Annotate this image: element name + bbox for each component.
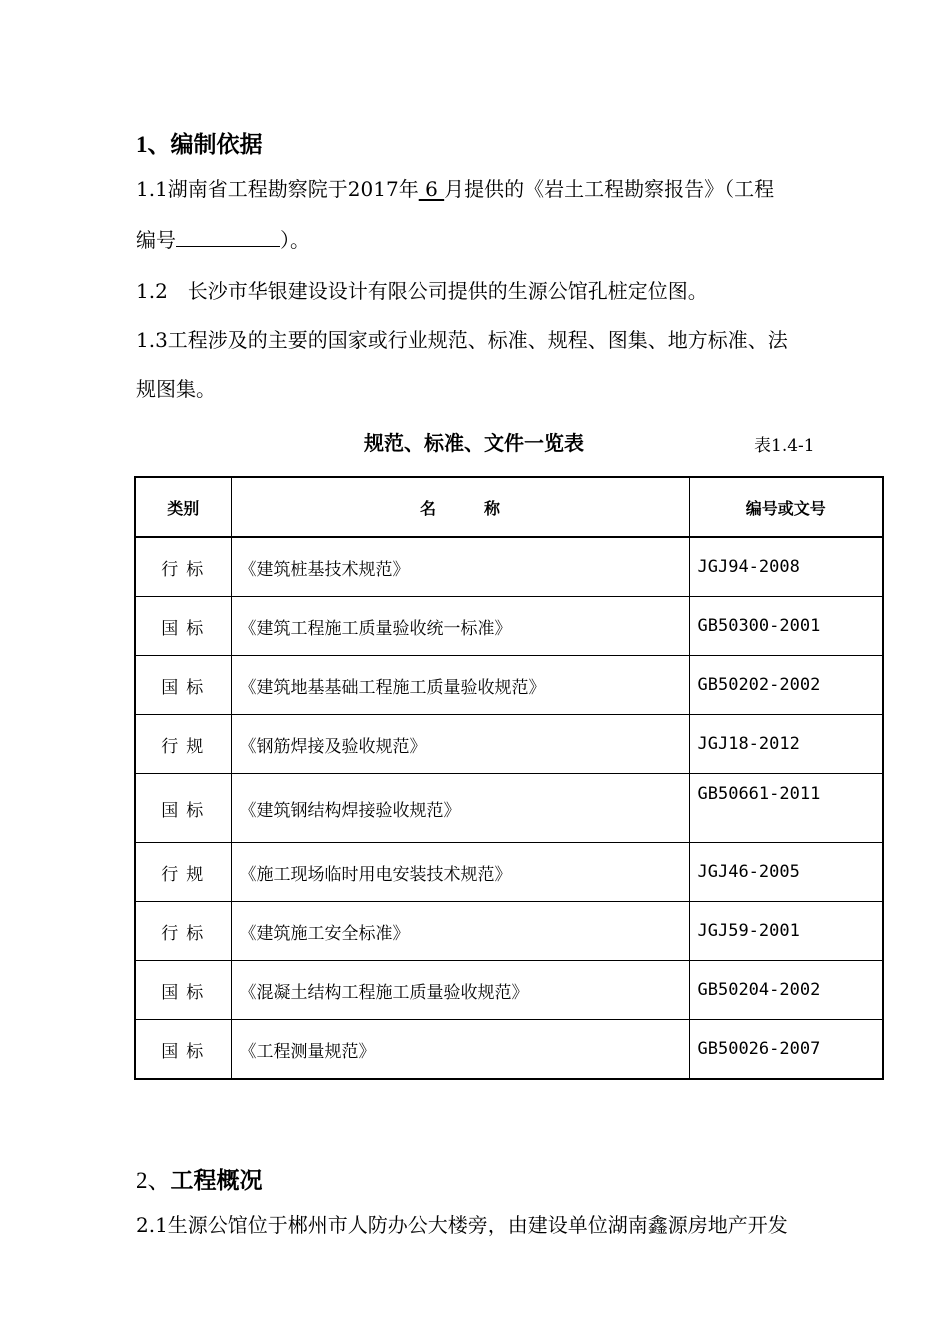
paragraph-1-1-suffix: 月提供的《岩土工程勘察报告》（工程 — [444, 177, 775, 201]
section-2-number: 2、 — [136, 1168, 171, 1193]
project-number-label: 编号 — [136, 228, 176, 252]
section-1-number: 1、 — [136, 132, 171, 157]
row-name: 《建筑工程施工质量验收统一标准》 — [231, 597, 689, 656]
row-category: 行规 — [135, 843, 231, 902]
section-1-title: 编制依据 — [170, 132, 263, 158]
row-name: 《工程测量规范》 — [231, 1020, 689, 1080]
header-code: 编号或文号 — [689, 477, 883, 537]
survey-month: 6 — [418, 177, 445, 201]
table-row — [135, 774, 883, 843]
section-1-heading — [136, 126, 263, 159]
table-row — [135, 843, 883, 902]
paragraph-1-1-prefix: 1.1湖南省工程勘察院于2017年 — [136, 177, 419, 201]
paragraph-1-1-line2 — [136, 228, 310, 252]
row-name: 《建筑钢结构焊接验收规范》 — [231, 774, 689, 843]
section-2-title: 工程概况 — [170, 1168, 263, 1194]
table-row — [135, 902, 883, 961]
table-row — [135, 656, 883, 715]
row-category: 国标 — [135, 1020, 231, 1080]
row-category: 行标 — [135, 902, 231, 961]
header-category: 类别 — [135, 477, 231, 537]
table-row — [135, 961, 883, 1020]
row-code: GB50204-2002 — [689, 961, 883, 1020]
row-code: GB50661-2011 — [689, 774, 883, 843]
row-code: GB50202-2002 — [689, 656, 883, 715]
paragraph-1-2: 1.2 长沙市华银建设设计有限公司提供的生源公馆孔桩定位图。 — [136, 279, 708, 303]
header-name: 名称 — [231, 477, 689, 537]
row-category: 国标 — [135, 597, 231, 656]
row-category: 国标 — [135, 961, 231, 1020]
standards-table — [134, 476, 884, 1080]
row-code: JGJ94-2008 — [689, 537, 883, 597]
table-row — [135, 715, 883, 774]
row-code: JGJ46-2005 — [689, 843, 883, 902]
row-code: GB50300-2001 — [689, 597, 883, 656]
row-category: 行规 — [135, 715, 231, 774]
table-row — [135, 1020, 883, 1080]
row-category: 国标 — [135, 774, 231, 843]
row-name: 《建筑施工安全标准》 — [231, 902, 689, 961]
table-number: 表1.4-1 — [754, 436, 815, 456]
row-code: GB50026-2007 — [689, 1020, 883, 1080]
table-caption: 规范、标准、文件一览表 — [364, 431, 584, 455]
table-header-row — [135, 477, 883, 537]
row-code: JGJ18-2012 — [689, 715, 883, 774]
paragraph-2-1: 2.1生源公馆位于郴州市人防办公大楼旁，由建设单位湖南鑫源房地产开发 — [136, 1213, 788, 1237]
project-number-blank — [176, 228, 280, 247]
row-code: JGJ59-2001 — [689, 902, 883, 961]
paragraph-1-3-line2: 规图集。 — [136, 377, 216, 401]
section-2-heading — [136, 1162, 263, 1195]
row-category: 行标 — [135, 537, 231, 597]
paragraph-1-1-close: ）。 — [280, 228, 310, 252]
row-name: 《混凝土结构工程施工质量验收规范》 — [231, 961, 689, 1020]
row-name: 《建筑桩基技术规范》 — [231, 537, 689, 597]
table-row — [135, 597, 883, 656]
row-name: 《建筑地基基础工程施工质量验收规范》 — [231, 656, 689, 715]
table-row — [135, 537, 883, 597]
row-name: 《钢筋焊接及验收规范》 — [231, 715, 689, 774]
row-name: 《施工现场临时用电安装技术规范》 — [231, 843, 689, 902]
paragraph-1-1 — [136, 177, 774, 201]
row-category: 国标 — [135, 656, 231, 715]
paragraph-1-3-line1: 1.3工程涉及的主要的国家或行业规范、标准、规程、图集、地方标准、法 — [136, 328, 788, 352]
